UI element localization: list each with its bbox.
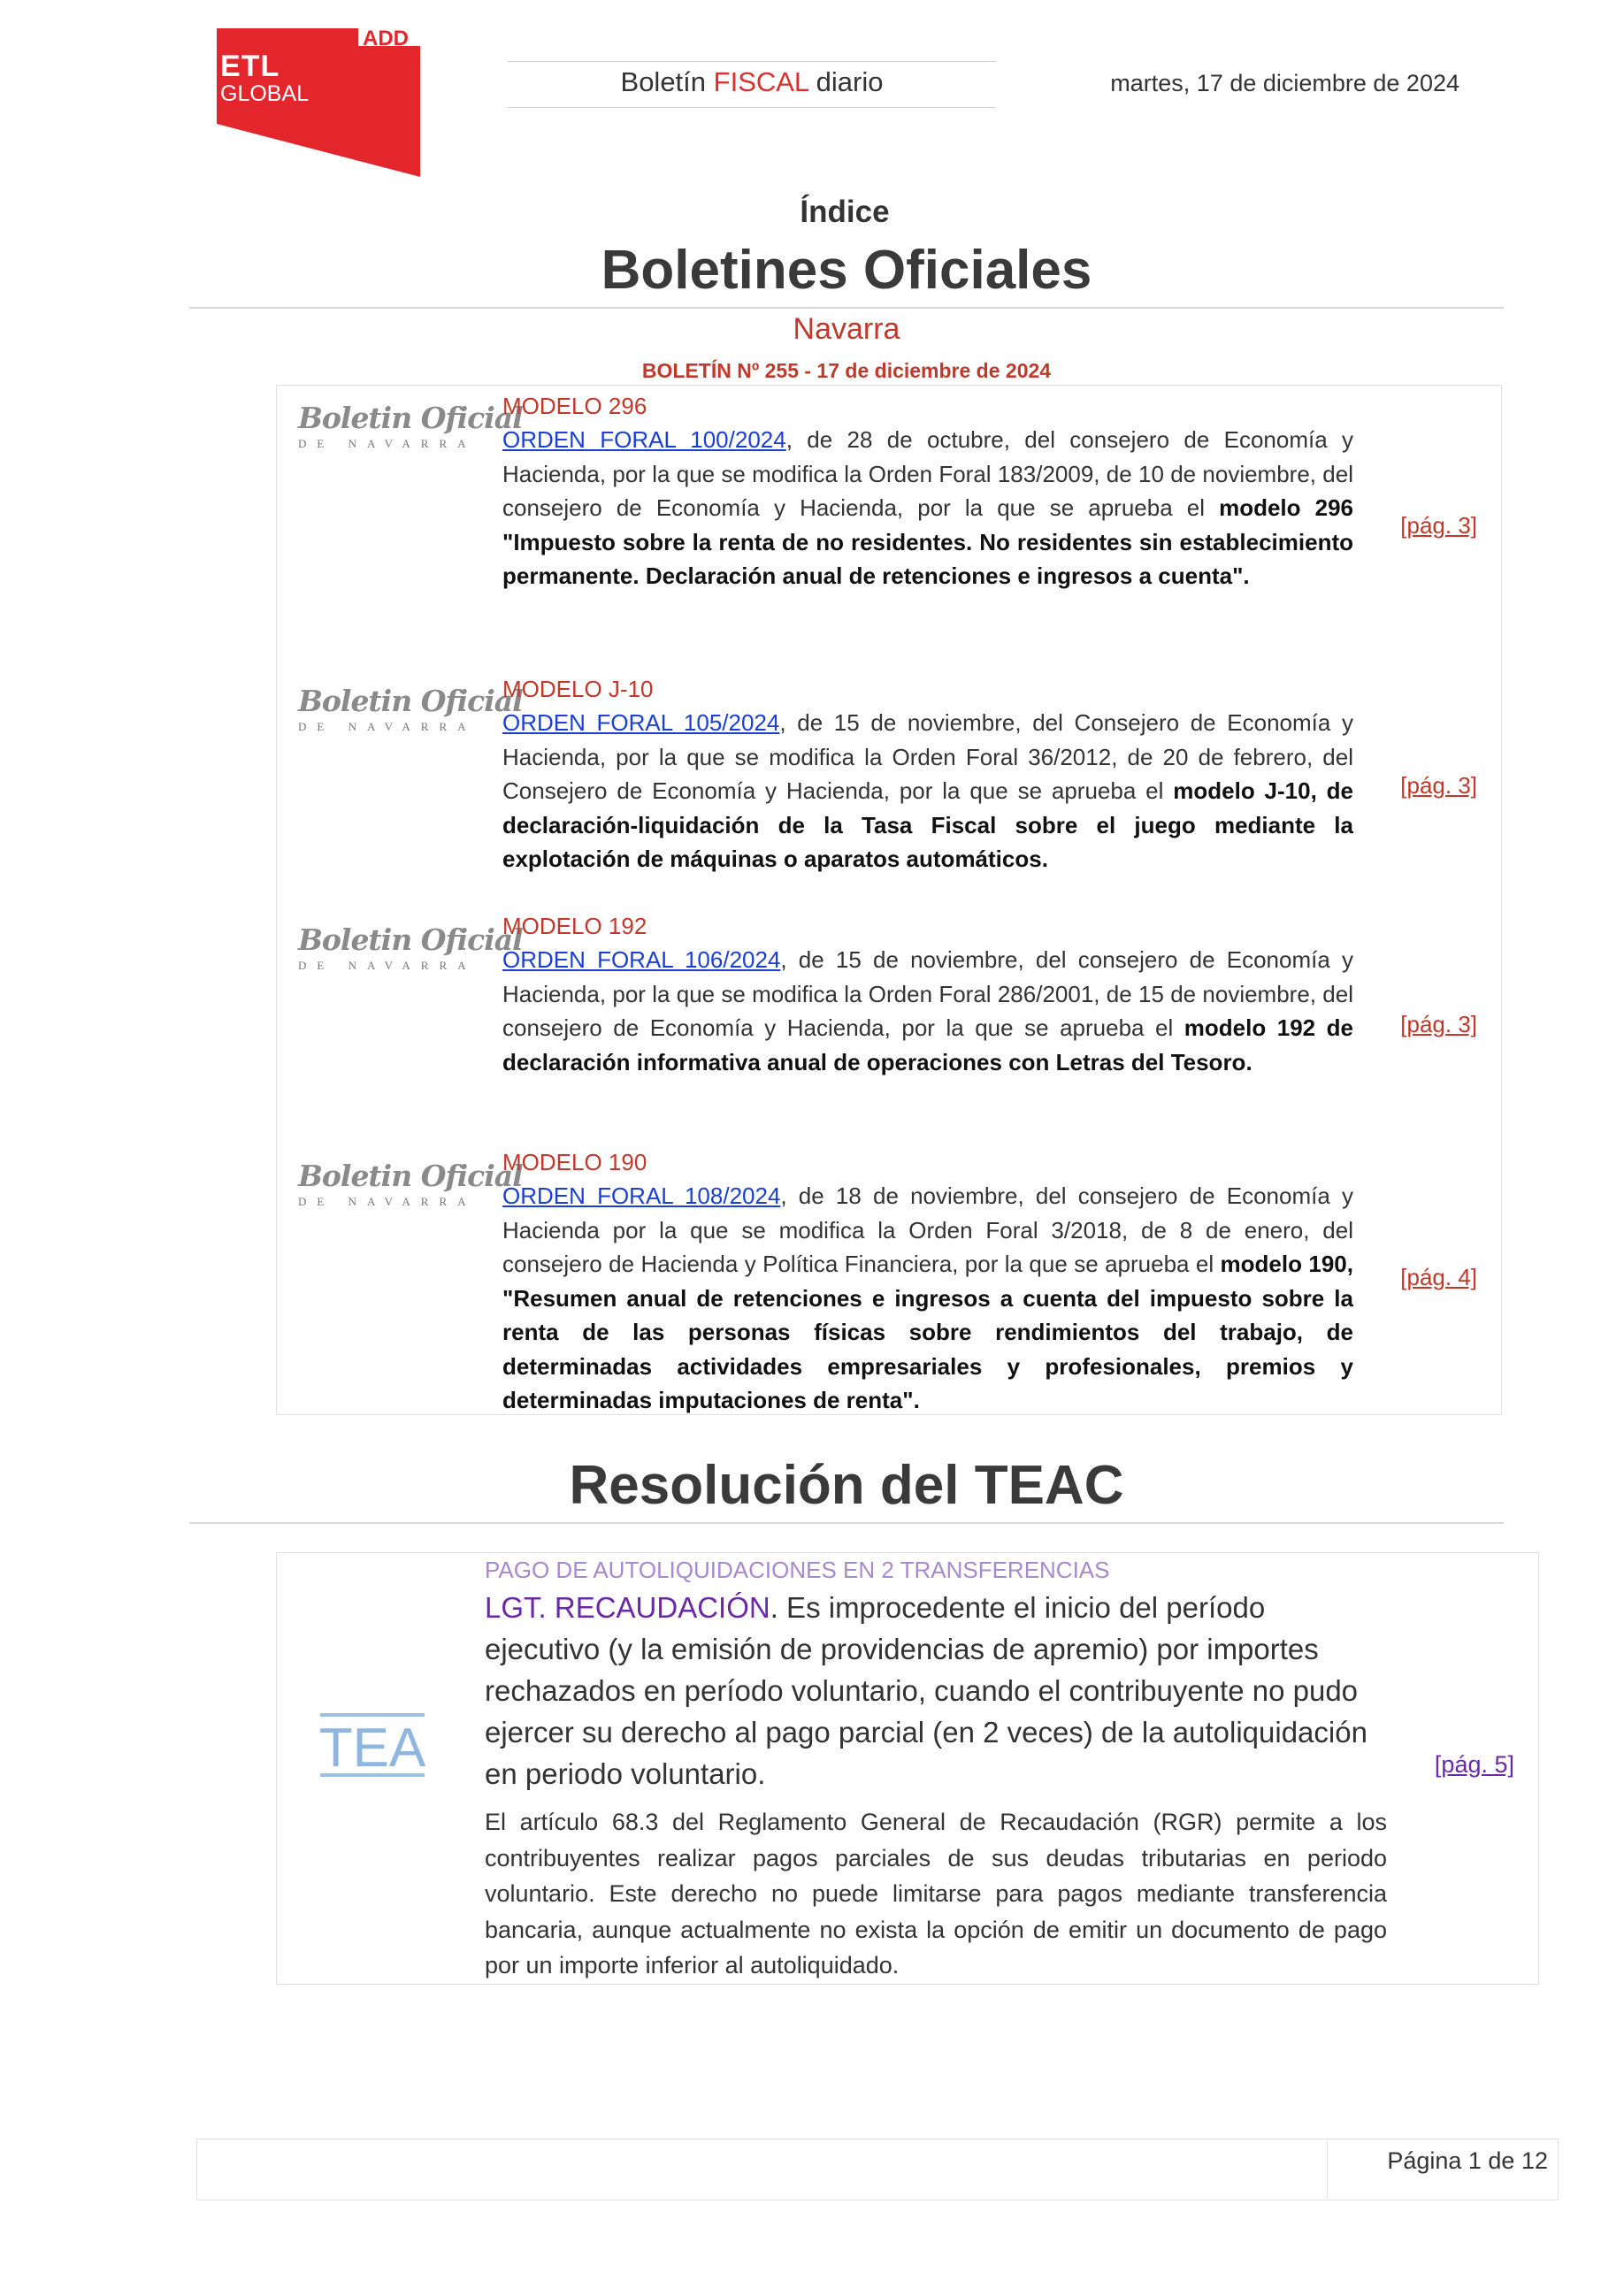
section-title-boletines: Boletines Oficiales [601, 240, 1092, 301]
boletin-number: BOLETÍN Nº 255 - 17 de diciembre de 2024 [641, 359, 1052, 382]
entry-body: ORDEN FORAL 108/2024, de 18 de noviembre, del consejero de Economía y Hacienda por la que se modifica la Orden Foral 3/2018, de 8 de enero, del consejero de Hacienda y Política Financiera, por la que se aprueba el modelo 190, "Resumen anual de retenciones e ingresos a cuenta del impuesto sobre la renta de las personas físicas sobre rendimientos del trabajo, de determinadas actividades empresariales y profesionales, premios y determinadas imputaciones de renta". [502, 1182, 1353, 1413]
bon-logo: Boletin Oficial DE NAVARRA [298, 1159, 523, 1208]
bon-logo: Boletin Oficial DE NAVARRA [298, 401, 523, 450]
bulletin-title: Boletín FISCAL diario [620, 66, 884, 97]
svg-text:TEA: TEA [320, 1718, 426, 1779]
teac-heading: PAGO DE AUTOLIQUIDACIONES EN 2 TRANSFERENCIAS [485, 1557, 1110, 1583]
orden-foral-link[interactable]: ORDEN FORAL 106/2024 [502, 946, 781, 973]
header-rule-bottom [508, 107, 996, 108]
region-title: Navarra [793, 312, 900, 346]
entry-heading: MODELO J-10 [502, 676, 654, 702]
page-number: Página 1 de 12 [1387, 2147, 1548, 2174]
header-rule-top [508, 61, 996, 62]
logo-add: ADD [363, 27, 409, 50]
page-ref-link[interactable]: [pág. 5] [1434, 1751, 1514, 1778]
section-title-teac: Resolución del TEAC [569, 1455, 1124, 1516]
entry-modelo-192 [502, 909, 1353, 1079]
entry-heading: MODELO 190 [502, 1149, 647, 1175]
orden-foral-link[interactable]: ORDEN FORAL 108/2024 [502, 1182, 781, 1209]
logo-global: GLOBAL [220, 81, 310, 106]
logo-etl: ETL [220, 50, 280, 83]
tea-logo-icon [320, 1711, 426, 1782]
page-ref-link[interactable]: [pág. 3] [1400, 1011, 1477, 1037]
header-date: martes, 17 de diciembre de 2024 [1110, 70, 1459, 96]
page-ref-link[interactable]: [pág. 3] [1400, 772, 1477, 799]
page-ref-link[interactable]: [pág. 3] [1400, 512, 1477, 539]
entry-modelo-190 [502, 1145, 1353, 1418]
teac-logo [320, 1711, 426, 1782]
entry-body: ORDEN FORAL 106/2024, de 15 de noviembre, del consejero de Economía y Hacienda, por la que se modifica la Orden Foral 286/2001, de 15 de noviembre, del consejero de Economía y Hacienda, por la que se aprueba el modelo 192 de declaración informativa anual de operaciones con Letras del Tesoro. [502, 946, 1353, 1075]
bon-logo: Boletin Oficial DE NAVARRA [298, 684, 523, 733]
entry-heading: MODELO 296 [502, 393, 647, 419]
entry-modelo-j10 [502, 672, 1353, 876]
orden-foral-link[interactable]: ORDEN FORAL 100/2024 [502, 426, 786, 453]
etl-global-logo [217, 27, 420, 177]
bon-logo: Boletin Oficial DE NAVARRA [298, 922, 523, 972]
entry-heading: MODELO 192 [502, 913, 647, 939]
index-label: Índice [800, 195, 890, 229]
entry-modelo-296 [502, 389, 1353, 593]
page-ref-link[interactable]: [pág. 4] [1400, 1264, 1477, 1290]
section-rule [189, 1522, 1504, 1524]
teac-lead: LGT. RECAUDACIÓN. Es improcedente el inicio del período ejecutivo (y la emisión de providencias de apremio) por importes rechazados en período voluntario, cuando el contribuyente no pudo ejercer su derecho al pago parcial (en 2 veces) de la autoliquidación en periodo voluntario. [485, 1591, 1367, 1790]
orden-foral-link[interactable]: ORDEN FORAL 105/2024 [502, 709, 780, 736]
entry-body: ORDEN FORAL 100/2024, de 28 de octubre, del consejero de Economía y Hacienda, por la que se modifica la Orden Foral 183/2009, de 10 de noviembre, del consejero de Economía y Hacienda, por la que se aprueba el modelo 296 "Impuesto sobre la renta de no residentes. No residentes sin establecimiento permanente. Declaración anual de retenciones e ingresos a cuenta". [502, 426, 1353, 589]
teac-body: El artículo 68.3 del Reglamento General de Recaudación (RGR) permite a los contribuyentes realizar pagos parciales de sus deudas tributarias en periodo voluntario. Este derecho no puede limitarse para pagos mediante transferencia bancaria, aunque actualmente no exista la opción de emitir un documento de pago por un importe inferior al autoliquidado. [485, 1809, 1387, 1978]
section-rule [189, 307, 1504, 309]
entry-body: ORDEN FORAL 105/2024, de 15 de noviembre, del Consejero de Economía y Hacienda, por la que se modifica la Orden Foral 36/2012, de 20 de febrero, del Consejero de Economía y Hacienda, por la que se aprueba el modelo J-10, de declaración-liquidación de la Tasa Fiscal sobre el juego mediante la explotación de máquinas o aparatos automáticos. [502, 709, 1354, 872]
